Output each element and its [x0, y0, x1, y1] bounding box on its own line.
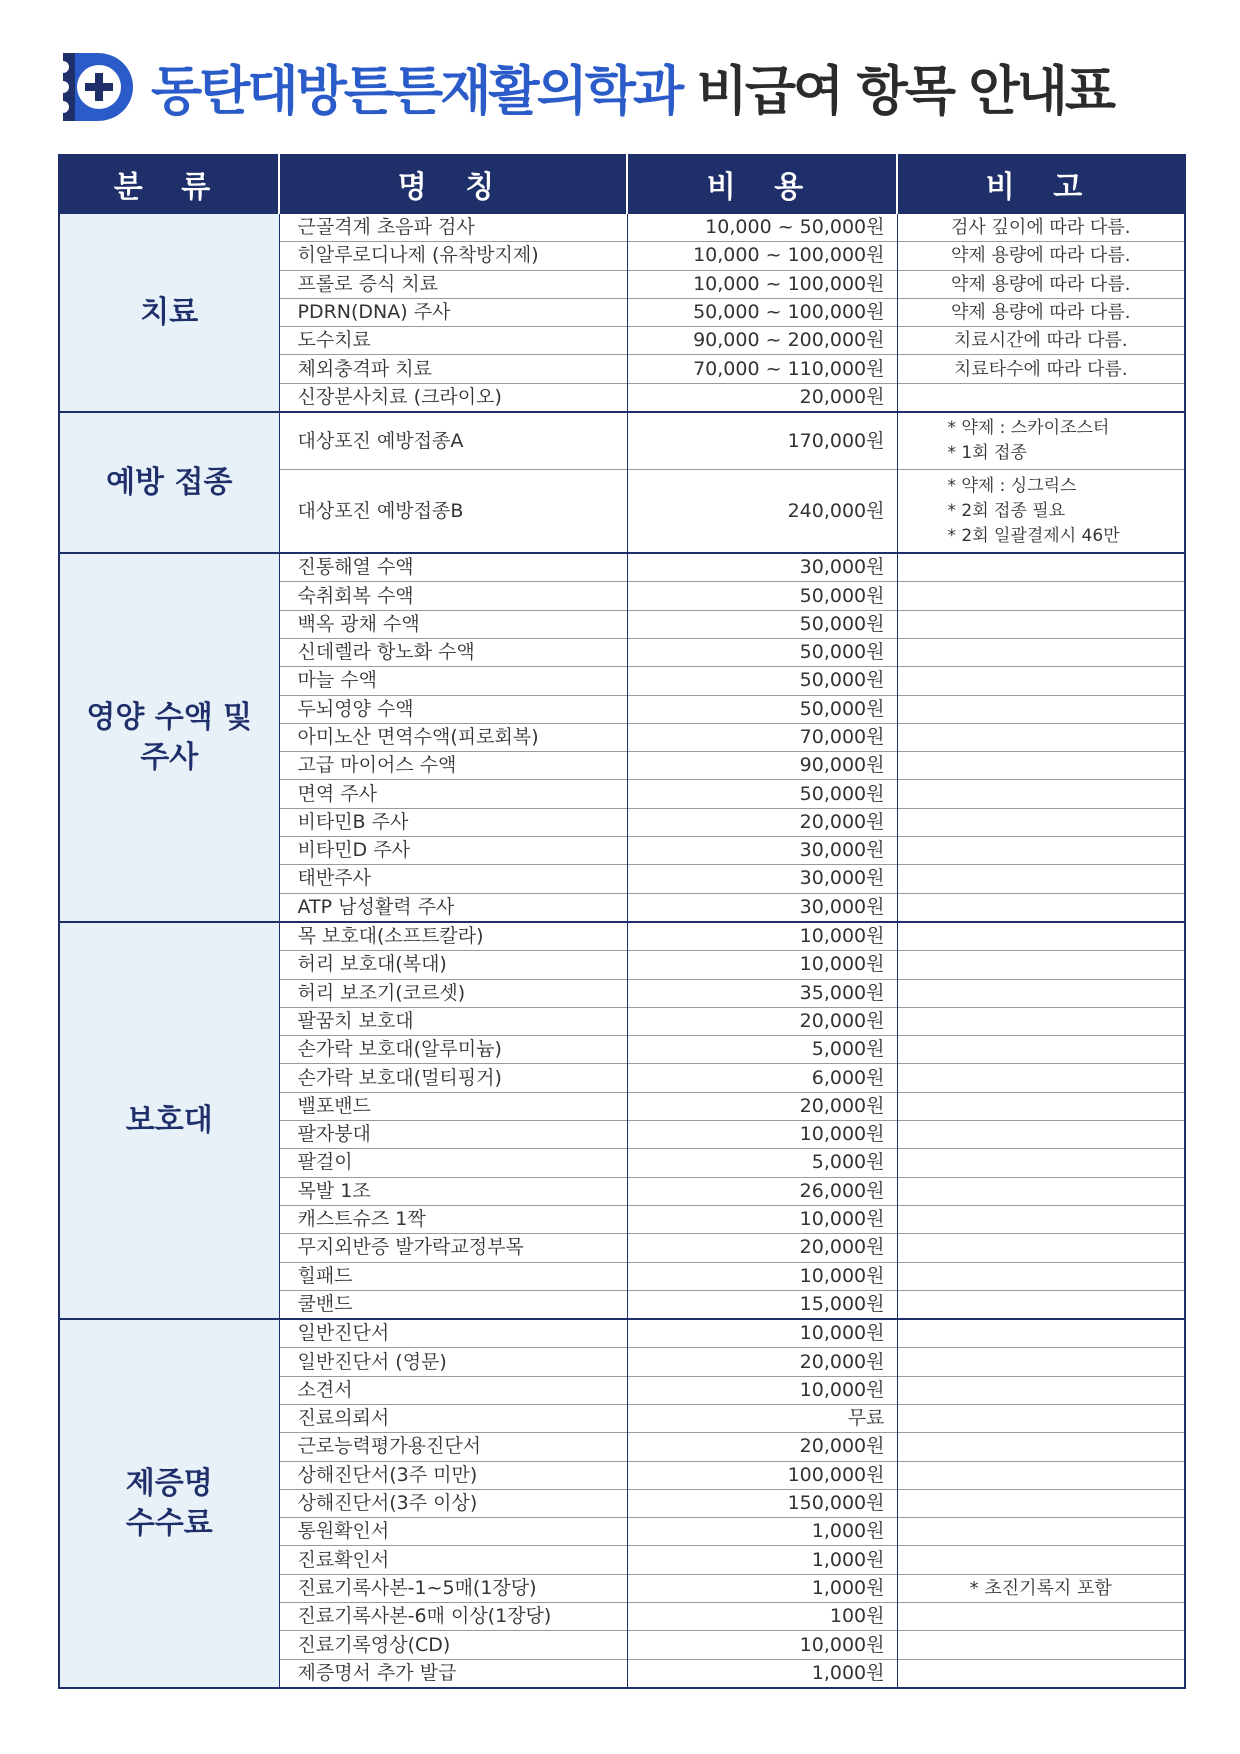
item-note	[897, 893, 1185, 922]
item-name: 진료확인서	[279, 1546, 627, 1574]
item-name: 면역 주사	[279, 780, 627, 808]
item-note	[897, 1603, 1185, 1631]
item-name: 대상포진 예방접종A	[279, 412, 627, 470]
item-note: 치료시간에 따라 다름.	[897, 327, 1185, 355]
category-line: 영양 수액 및	[86, 699, 253, 735]
item-name: 근로능력평가용진단서	[279, 1433, 627, 1461]
item-price: 10,000 ~ 50,000원	[627, 213, 897, 242]
item-price: 1,000원	[627, 1574, 897, 1602]
item-note	[897, 667, 1185, 695]
item-name: 소견서	[279, 1376, 627, 1404]
item-name: 백옥 광채 수액	[279, 610, 627, 638]
category-brace: 보호대	[59, 922, 279, 1319]
item-note	[897, 1092, 1185, 1120]
item-name: 캐스트슈즈 1짝	[279, 1205, 627, 1233]
item-price: 5,000원	[627, 1036, 897, 1064]
item-note	[897, 470, 1185, 554]
item-note	[897, 610, 1185, 638]
header-name: 명 칭	[279, 155, 627, 213]
item-note	[897, 1064, 1185, 1092]
item-name: 통원확인서	[279, 1518, 627, 1546]
title-suffix: 비급여 항목 안내표	[681, 61, 1114, 122]
item-price: 30,000원	[627, 865, 897, 893]
item-name: 진료의뢰서	[279, 1404, 627, 1432]
item-note	[897, 553, 1185, 582]
item-name: 비타민B 주사	[279, 808, 627, 836]
item-price: 50,000 ~ 100,000원	[627, 298, 897, 326]
item-note	[897, 383, 1185, 412]
item-name: 비타민D 주사	[279, 837, 627, 865]
hospital-logo-icon	[57, 47, 137, 127]
item-note	[897, 582, 1185, 610]
item-name: 쿨밴드	[279, 1290, 627, 1319]
item-note	[897, 865, 1185, 893]
item-note	[897, 1205, 1185, 1233]
table-row	[59, 553, 1185, 582]
item-price: 20,000원	[627, 383, 897, 412]
item-price: 240,000원	[627, 470, 897, 554]
table-row	[59, 213, 1185, 242]
item-price: 10,000원	[627, 1262, 897, 1290]
item-name: 손가락 보호대(알루미늄)	[279, 1036, 627, 1064]
item-price: 100,000원	[627, 1461, 897, 1489]
category-iv-injection	[59, 553, 279, 922]
item-price: 50,000원	[627, 780, 897, 808]
note-line: * 약제 : 스카이조스터	[947, 418, 1110, 439]
item-note	[897, 808, 1185, 836]
item-price: 10,000 ~ 100,000원	[627, 242, 897, 270]
item-note	[897, 723, 1185, 751]
page-title	[151, 49, 1113, 125]
category-line: 제증명	[125, 1465, 213, 1501]
item-name: 진료기록사본-6매 이상(1장당)	[279, 1603, 627, 1631]
item-price: 70,000 ~ 110,000원	[627, 355, 897, 383]
item-price: 20,000원	[627, 1007, 897, 1035]
item-price: 50,000원	[627, 638, 897, 666]
item-price: 10,000원	[627, 922, 897, 951]
item-note	[897, 695, 1185, 723]
item-price: 20,000원	[627, 808, 897, 836]
item-note: 약제 용량에 따라 다름.	[897, 298, 1185, 326]
item-price: 15,000원	[627, 1290, 897, 1319]
item-name: 허리 보호대(복대)	[279, 951, 627, 979]
item-price: 50,000원	[627, 610, 897, 638]
item-name: 상해진단서(3주 이상)	[279, 1489, 627, 1517]
item-price: 170,000원	[627, 412, 897, 470]
item-note	[897, 1149, 1185, 1177]
item-price: 6,000원	[627, 1064, 897, 1092]
item-note	[897, 1007, 1185, 1035]
item-note	[897, 1546, 1185, 1574]
item-name: 목발 1조	[279, 1177, 627, 1205]
item-name: 팔걸이	[279, 1149, 627, 1177]
item-note	[897, 1262, 1185, 1290]
item-price: 10,000원	[627, 951, 897, 979]
item-price: 35,000원	[627, 979, 897, 1007]
item-name: 두뇌영양 수액	[279, 695, 627, 723]
item-price: 10,000원	[627, 1205, 897, 1233]
header-category: 분 류	[59, 155, 279, 213]
header-cost: 비 용	[627, 155, 897, 213]
item-name: 마늘 수액	[279, 667, 627, 695]
item-name: 진통해열 수액	[279, 553, 627, 582]
item-name: 제증명서 추가 발급	[279, 1659, 627, 1688]
item-price: 50,000원	[627, 582, 897, 610]
item-note	[897, 837, 1185, 865]
item-price: 30,000원	[627, 553, 897, 582]
item-price: 10,000원	[627, 1319, 897, 1348]
item-note	[897, 1433, 1185, 1461]
item-note	[897, 1319, 1185, 1348]
item-price: 20,000원	[627, 1234, 897, 1262]
category-line: 수수료	[125, 1505, 213, 1541]
item-name: ATP 남성활력 주사	[279, 893, 627, 922]
table-header-row	[59, 155, 1185, 213]
item-name: 힐패드	[279, 1262, 627, 1290]
item-price: 1,000원	[627, 1546, 897, 1574]
item-note	[897, 1348, 1185, 1376]
item-name: 아미노산 면역수액(피로회복)	[279, 723, 627, 751]
note-line: * 1회 접종	[947, 443, 1027, 464]
item-note	[897, 1404, 1185, 1432]
item-name: 체외충격파 치료	[279, 355, 627, 383]
item-price: 26,000원	[627, 1177, 897, 1205]
item-price: 10,000 ~ 100,000원	[627, 270, 897, 298]
header-note: 비 고	[897, 155, 1185, 213]
item-price: 90,000원	[627, 752, 897, 780]
item-name: 일반진단서	[279, 1319, 627, 1348]
note-line: * 약제 : 싱그릭스	[947, 475, 1077, 496]
item-name: 상해진단서(3주 미만)	[279, 1461, 627, 1489]
item-name: 무지외반증 발가락교정부목	[279, 1234, 627, 1262]
item-price: 무료	[627, 1404, 897, 1432]
item-name: 신데렐라 항노화 수액	[279, 638, 627, 666]
item-name: 손가락 보호대(멀티핑거)	[279, 1064, 627, 1092]
table-row	[59, 922, 1185, 951]
category-certificate-fees	[59, 1319, 279, 1688]
item-price: 100원	[627, 1603, 897, 1631]
item-price: 10,000원	[627, 1121, 897, 1149]
item-name: 히알루로디나제 (유착방지제)	[279, 242, 627, 270]
category-vaccination: 예방 접종	[59, 412, 279, 553]
item-note: 검사 깊이에 따라 다름.	[897, 213, 1185, 242]
hospital-name: 동탄대방튼튼재활의학과	[151, 61, 682, 122]
item-price: 30,000원	[627, 837, 897, 865]
item-note	[897, 922, 1185, 951]
item-note	[897, 412, 1185, 470]
item-note	[897, 1036, 1185, 1064]
item-name: 진료기록사본-1~5매(1장당)	[279, 1574, 627, 1602]
note-line: * 2회 일괄결제시 46만	[947, 525, 1120, 546]
item-name: 도수치료	[279, 327, 627, 355]
item-name: 진료기록영상(CD)	[279, 1631, 627, 1659]
item-name: PDRN(DNA) 주사	[279, 298, 627, 326]
page-header	[57, 44, 1187, 130]
item-price: 150,000원	[627, 1489, 897, 1517]
item-note	[897, 1631, 1185, 1659]
item-name: 밸포밴드	[279, 1092, 627, 1120]
category-treatment: 치료	[59, 213, 279, 412]
item-name: 숙취회복 수액	[279, 582, 627, 610]
item-name: 허리 보조기(코르셋)	[279, 979, 627, 1007]
item-price: 50,000원	[627, 667, 897, 695]
item-name: 팔꿈치 보호대	[279, 1007, 627, 1035]
item-price: 10,000원	[627, 1376, 897, 1404]
fee-table	[58, 154, 1186, 1689]
item-note	[897, 1489, 1185, 1517]
item-name: 프롤로 증식 치료	[279, 270, 627, 298]
item-price: 30,000원	[627, 893, 897, 922]
item-price: 5,000원	[627, 1149, 897, 1177]
item-price: 1,000원	[627, 1659, 897, 1688]
item-note	[897, 638, 1185, 666]
item-price: 50,000원	[627, 695, 897, 723]
item-note	[897, 1518, 1185, 1546]
item-price: 10,000원	[627, 1631, 897, 1659]
item-note	[897, 979, 1185, 1007]
note-line: * 2회 접종 필요	[947, 500, 1066, 521]
item-note	[897, 1234, 1185, 1262]
item-note	[897, 1376, 1185, 1404]
table-row	[59, 412, 1185, 470]
item-note	[897, 1177, 1185, 1205]
item-name: 신장분사치료 (크라이오)	[279, 383, 627, 412]
item-note	[897, 1461, 1185, 1489]
item-note: 치료타수에 따라 다름.	[897, 355, 1185, 383]
item-note	[897, 780, 1185, 808]
table-row	[59, 1319, 1185, 1348]
item-note	[897, 1290, 1185, 1319]
item-price: 90,000 ~ 200,000원	[627, 327, 897, 355]
item-note: 약제 용량에 따라 다름.	[897, 270, 1185, 298]
item-price: 20,000원	[627, 1092, 897, 1120]
item-note: 약제 용량에 따라 다름.	[897, 242, 1185, 270]
category-line: 주사	[140, 739, 199, 775]
item-price: 1,000원	[627, 1518, 897, 1546]
item-name: 대상포진 예방접종B	[279, 470, 627, 554]
item-name: 태반주사	[279, 865, 627, 893]
item-price: 20,000원	[627, 1433, 897, 1461]
item-note	[897, 951, 1185, 979]
item-note	[897, 1659, 1185, 1688]
item-note	[897, 1121, 1185, 1149]
item-name: 근골격계 초음파 검사	[279, 213, 627, 242]
item-name: 팔자붕대	[279, 1121, 627, 1149]
item-name: 고급 마이어스 수액	[279, 752, 627, 780]
item-note	[897, 752, 1185, 780]
item-price: 70,000원	[627, 723, 897, 751]
item-name: 목 보호대(소프트칼라)	[279, 922, 627, 951]
item-price: 20,000원	[627, 1348, 897, 1376]
item-name: 일반진단서 (영문)	[279, 1348, 627, 1376]
item-note: * 초진기록지 포함	[897, 1574, 1185, 1602]
